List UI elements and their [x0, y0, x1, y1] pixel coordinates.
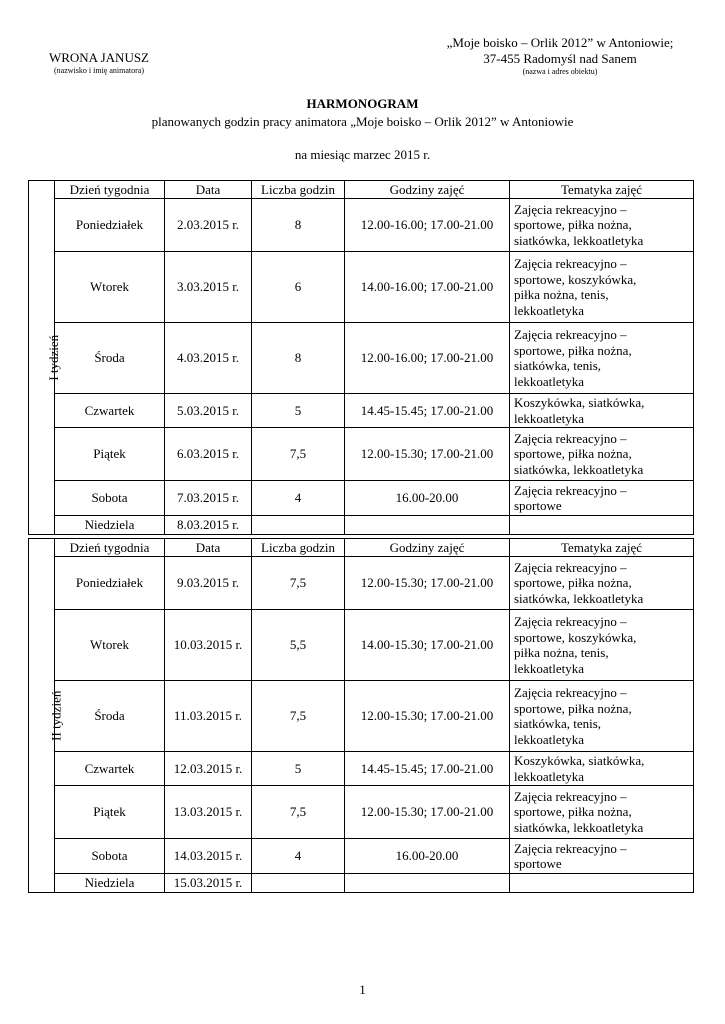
hours-cell — [252, 516, 345, 535]
column-header: Data — [165, 539, 252, 557]
table-row — [29, 610, 694, 681]
column-header: Godziny zajęć — [345, 539, 510, 557]
topic-line: sportowe — [514, 498, 562, 513]
topic-line: siatkówka, tenis, — [514, 716, 602, 731]
topic-line: sportowe — [514, 856, 562, 871]
topic-line: Zajęcia rekreacyjno – — [514, 788, 627, 804]
topic-line: Koszykówka, siatkówka, — [514, 753, 645, 768]
topic-line: sportowe, koszykówka, — [514, 271, 637, 287]
hours-cell: 7,5 — [252, 428, 345, 481]
topic-line: Zajęcia rekreacyjno – — [514, 614, 627, 629]
date-cell: 6.03.2015 r. — [165, 428, 252, 481]
day-cell: Środa — [55, 681, 165, 752]
header-row — [29, 181, 694, 199]
day-cell: Sobota — [55, 839, 165, 874]
time-cell: 12.00-15.30; 17.00-21.00 — [345, 428, 510, 481]
day-cell: Poniedziałek — [55, 557, 165, 610]
topic-cell — [510, 394, 694, 428]
topic-line: siatkówka, lekkoatletyka — [514, 819, 644, 835]
topic-line: Zajęcia rekreacyjno – — [514, 201, 627, 217]
table-row — [29, 839, 694, 874]
column-header: Liczba godzin — [252, 539, 345, 557]
topic-cell — [510, 252, 694, 323]
topic-line: siatkówka, lekkoatletyka — [514, 461, 644, 477]
topic-line: Zajęcia rekreacyjno – — [514, 430, 627, 446]
date-cell: 14.03.2015 r. — [165, 839, 252, 874]
topic-line: Zajęcia rekreacyjno – — [514, 685, 627, 700]
table-row — [29, 874, 694, 893]
day-cell: Niedziela — [55, 516, 165, 535]
week-label-cell — [29, 181, 62, 535]
header-row — [29, 539, 694, 557]
animator-name: WRONA JANUSZ — [48, 50, 150, 65]
time-cell: 12.00-16.00; 17.00-21.00 — [345, 199, 510, 252]
topic-cell — [510, 681, 694, 752]
week-label-cell — [29, 539, 64, 893]
table-row — [29, 516, 694, 535]
table-row — [29, 681, 694, 752]
hours-cell — [252, 874, 345, 893]
table-row — [29, 199, 694, 252]
date-cell: 3.03.2015 r. — [165, 252, 252, 323]
table-row — [29, 252, 694, 323]
time-cell: 12.00-15.30; 17.00-21.00 — [345, 557, 510, 610]
time-cell: 16.00-20.00 — [345, 481, 510, 516]
day-cell: Czwartek — [55, 752, 165, 786]
topic-cell — [510, 752, 694, 786]
date-cell: 13.03.2015 r. — [165, 786, 252, 839]
table-row — [29, 557, 694, 610]
topic-cell — [510, 786, 694, 839]
table-row — [29, 752, 694, 786]
topic-cell — [510, 428, 694, 481]
week-label: I tydzień — [46, 334, 62, 381]
column-header: Tematyka zajęć — [510, 181, 694, 199]
table-row — [29, 786, 694, 839]
date-cell: 9.03.2015 r. — [165, 557, 252, 610]
day-cell: Wtorek — [55, 610, 165, 681]
topic-line — [514, 517, 691, 533]
date-cell: 15.03.2015 r. — [165, 874, 252, 893]
time-cell: 12.00-15.30; 17.00-21.00 — [345, 786, 510, 839]
date-cell: 5.03.2015 r. — [165, 394, 252, 428]
day-cell: Piątek — [55, 428, 165, 481]
table-row — [29, 323, 694, 394]
animator-block — [24, 50, 174, 76]
day-cell: Piątek — [55, 786, 165, 839]
topic-line: piłka nożna, tenis, — [514, 645, 609, 660]
topic-line — [514, 875, 691, 891]
topic-cell — [510, 481, 694, 516]
topic-line: siatkówka, lekkoatletyka — [514, 590, 644, 606]
topic-line: lekkoatletyka — [514, 660, 585, 676]
day-cell: Wtorek — [55, 252, 165, 323]
hours-cell: 4 — [252, 839, 345, 874]
table-row — [29, 481, 694, 516]
date-cell: 8.03.2015 r. — [165, 516, 252, 535]
time-cell: 14.00-16.00; 17.00-21.00 — [345, 252, 510, 323]
hours-cell: 5 — [252, 394, 345, 428]
topic-line: sportowe, piłka nożna, — [514, 446, 632, 462]
time-cell: 16.00-20.00 — [345, 839, 510, 874]
hours-cell: 7,5 — [252, 786, 345, 839]
document-title: HARMONOGRAM — [306, 96, 419, 111]
topic-line: sportowe, piłka nożna, — [514, 575, 632, 591]
table-row — [29, 428, 694, 481]
week-label: II tydzień — [48, 690, 64, 741]
day-cell: Środa — [55, 323, 165, 394]
topic-cell — [510, 557, 694, 610]
topic-line: piłka nożna, tenis, — [514, 287, 609, 302]
topic-line: sportowe, piłka nożna, — [514, 804, 632, 820]
time-cell: 14.45-15.45; 17.00-21.00 — [345, 752, 510, 786]
time-cell: 12.00-15.30; 17.00-21.00 — [345, 681, 510, 752]
hours-cell: 8 — [252, 323, 345, 394]
topic-cell — [510, 839, 694, 874]
time-cell: 12.00-16.00; 17.00-21.00 — [345, 323, 510, 394]
column-header: Godziny zajęć — [345, 181, 510, 199]
date-cell: 2.03.2015 r. — [165, 199, 252, 252]
month-line: na miesiąc marzec 2015 r. — [294, 147, 431, 162]
hours-cell: 7,5 — [252, 681, 345, 752]
facility-line2: 37-455 Radomyśl nad Sanem — [483, 51, 637, 66]
facility-block — [400, 35, 720, 77]
topic-line: lekkoatletyka — [514, 410, 585, 426]
topic-line: lekkoatletyka — [514, 302, 585, 318]
column-header: Liczba godzin — [252, 181, 345, 199]
topic-line: Zajęcia rekreacyjno – — [514, 840, 627, 856]
week-table — [28, 180, 694, 535]
column-header: Data — [165, 181, 252, 199]
date-cell: 11.03.2015 r. — [165, 681, 252, 752]
topic-cell — [510, 874, 694, 893]
hours-cell: 6 — [252, 252, 345, 323]
column-header: Tematyka zajęć — [510, 539, 694, 557]
topic-line: lekkoatletyka — [514, 768, 585, 784]
column-header: Dzień tygodnia — [55, 181, 165, 199]
time-cell — [345, 874, 510, 893]
hours-cell: 4 — [252, 481, 345, 516]
day-cell: Poniedziałek — [55, 199, 165, 252]
topic-line: Koszykówka, siatkówka, — [514, 395, 645, 410]
hours-cell: 5,5 — [252, 610, 345, 681]
date-cell: 7.03.2015 r. — [165, 481, 252, 516]
day-cell: Niedziela — [55, 874, 165, 893]
day-cell: Czwartek — [55, 394, 165, 428]
column-header: Dzień tygodnia — [55, 539, 165, 557]
topic-line: Zajęcia rekreacyjno – — [514, 327, 627, 342]
topic-line: siatkówka, lekkoatletyka — [514, 232, 644, 248]
animator-caption: (nazwisko i imię animatora) — [54, 66, 144, 75]
date-cell: 12.03.2015 r. — [165, 752, 252, 786]
facility-line1: „Moje boisko – Orlik 2012” w Antoniowie; — [446, 35, 674, 50]
time-cell: 14.00-15.30; 17.00-21.00 — [345, 610, 510, 681]
topic-line: sportowe, koszykówka, — [514, 629, 637, 645]
hours-cell: 8 — [252, 199, 345, 252]
page-number: 1 — [359, 982, 366, 997]
topic-line: sportowe, piłka nożna, — [514, 700, 632, 716]
topic-line: siatkówka, tenis, — [514, 358, 602, 373]
topic-line: Zajęcia rekreacyjno – — [514, 482, 627, 498]
topic-cell — [510, 199, 694, 252]
hours-cell: 7,5 — [252, 557, 345, 610]
topic-cell — [510, 516, 694, 535]
table-row — [29, 394, 694, 428]
day-cell: Sobota — [55, 481, 165, 516]
topic-cell — [510, 610, 694, 681]
topic-line: Zajęcia rekreacyjno – — [514, 559, 627, 575]
document-subtitle: planowanych godzin pracy animatora „Moje boisko – Orlik 2012” w Antoniowie — [151, 114, 574, 129]
topic-line: sportowe, piłka nożna, — [514, 217, 632, 233]
topic-line: Zajęcia rekreacyjno – — [514, 256, 627, 271]
facility-caption: (nazwa i adres obiektu) — [522, 67, 598, 76]
topic-line: lekkoatletyka — [514, 731, 585, 747]
date-cell: 10.03.2015 r. — [165, 610, 252, 681]
week-table — [28, 538, 694, 893]
time-cell — [345, 516, 510, 535]
date-cell: 4.03.2015 r. — [165, 323, 252, 394]
topic-cell — [510, 323, 694, 394]
hours-cell: 5 — [252, 752, 345, 786]
topic-line: sportowe, piłka nożna, — [514, 342, 632, 358]
time-cell: 14.45-15.45; 17.00-21.00 — [345, 394, 510, 428]
topic-line: lekkoatletyka — [514, 373, 585, 389]
